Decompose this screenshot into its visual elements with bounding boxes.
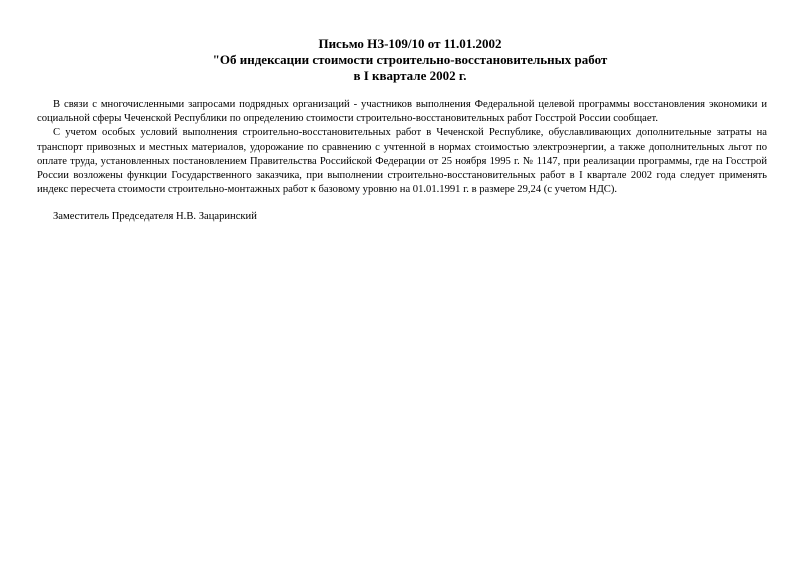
signature-line: Заместитель Председателя Н.В. Зацаринский (53, 211, 257, 222)
body-paragraph-1: В связи с многочисленными запросами подрядных организаций - участников выполнения Федеральной целевой программы восстановления экономики и социальной сферы Чеченской Республики по определению стоимости строительно-восстановительных работ Госстрой России сообщает. (37, 99, 767, 125)
title-line-subject: "Об индексации стоимости строительно-восстановительных работ (212, 52, 608, 67)
document-body (37, 98, 767, 197)
body-paragraph-2: С учетом особых условий выполнения строительно-восстановительных работ в Чеченской Республике, обуславливающих дополнительные затраты на транспорт привозных и местных материалов, удорожание по сравнению с учтенной в нормах стоимостью электроэнергии, а также дополнительных льгот по оплате труда, установленных постановлением Правительства Российской Федерации от 25 ноября 1995 г. № 1147, при реализации программы, где на Госстрой России возложены функции Государственного заказчика, при выполнении строительно-восстановительных работ в I квартале 2002 года следует применять индекс пересчета стоимости строительно-монтажных работ к базовому уровню на 01.01.1991 г. в размере 29,24 (с учетом НДС). (37, 127, 767, 196)
title-line-period: в I квартале 2002 г. (353, 68, 467, 83)
title-line-letter-number: Письмо НЗ-109/10 от 11.01.2002 (318, 36, 502, 51)
document-title (0, 36, 807, 84)
